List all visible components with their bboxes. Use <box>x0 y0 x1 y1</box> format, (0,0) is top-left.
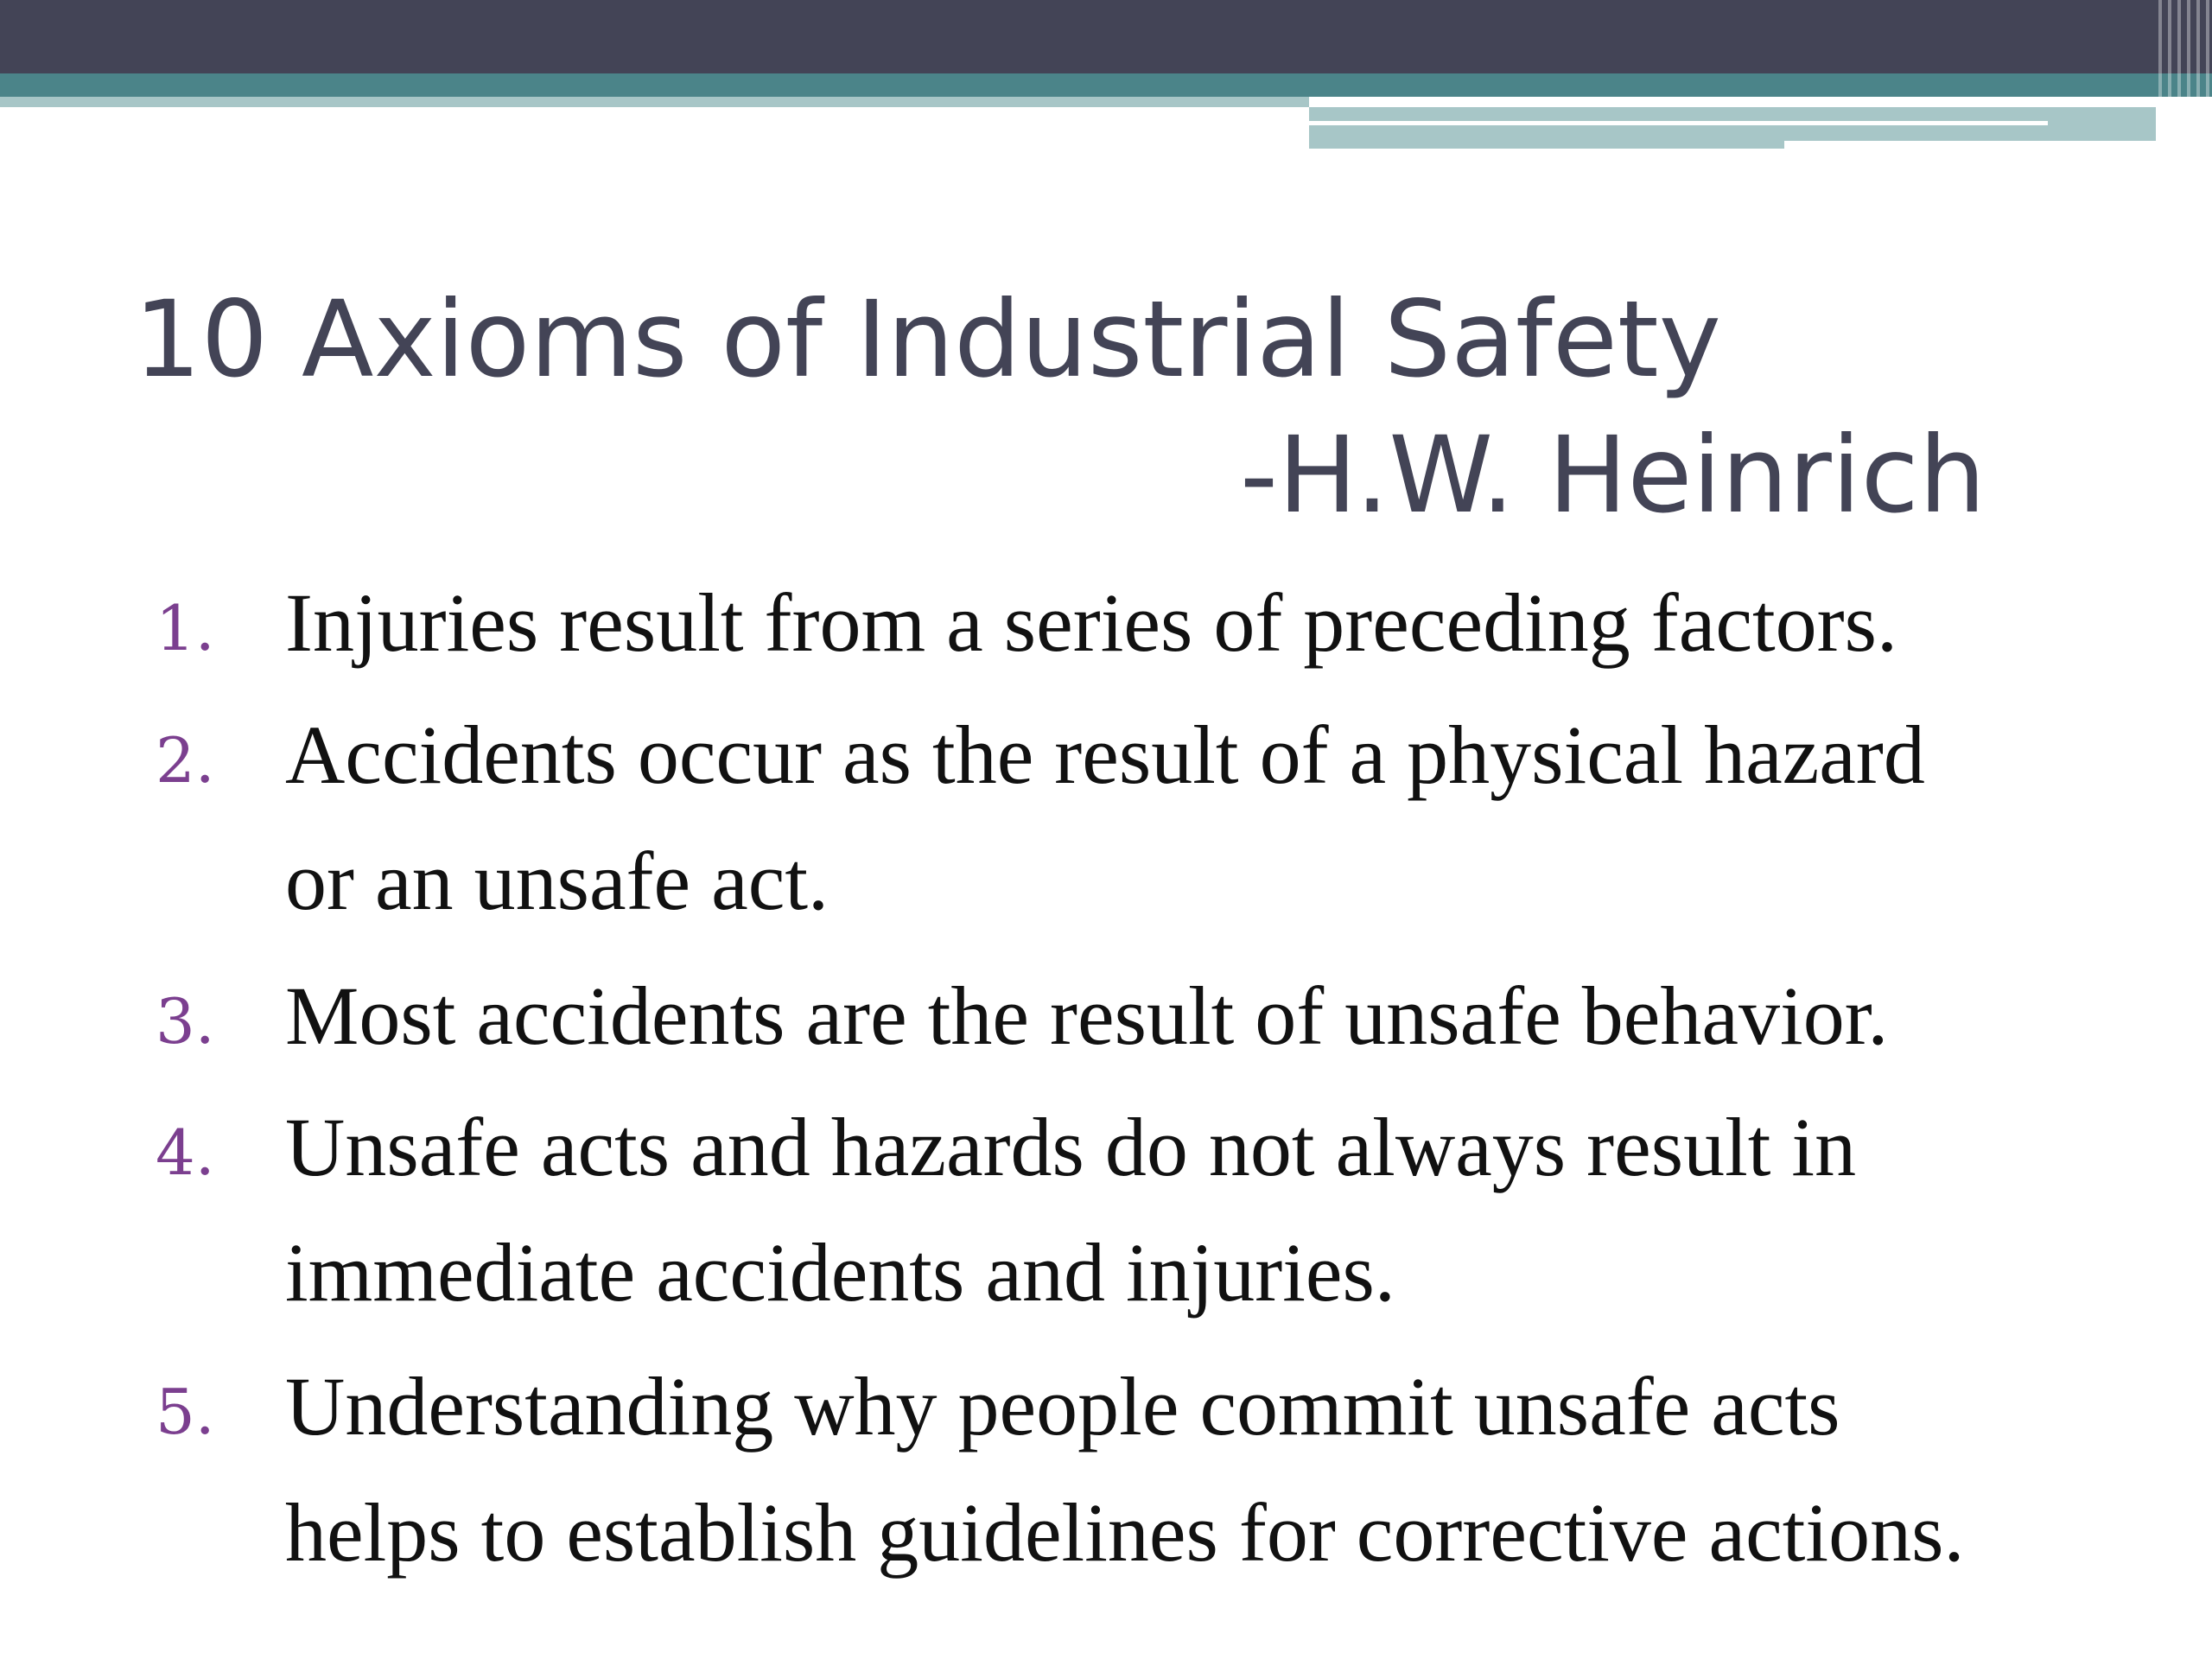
slide-title: 10 Axioms of Industrial Safety <box>134 278 1721 401</box>
list-item-text-continued: or an unsafe act. <box>285 835 830 927</box>
list-item-text-continued: helps to establish guidelines for corrective actions. <box>285 1486 1965 1579</box>
list-item-text-continued: immediate accidents and injuries. <box>285 1226 1395 1319</box>
header-dark-band <box>0 0 2212 73</box>
list-item-text: Injuries result from a series of preceding factors. <box>285 576 1897 669</box>
header-accent-line-lower <box>1784 141 2156 149</box>
list-item-number: 5. <box>156 1376 215 1448</box>
list-item-number: 3. <box>156 985 215 1058</box>
list-item-text: Understanding why people commit unsafe acts <box>285 1360 1840 1452</box>
slide-subtitle: -H.W. Heinrich <box>1240 414 1986 537</box>
header-teal-band <box>0 73 2212 97</box>
list-item-number: 4. <box>156 1116 215 1189</box>
list-item-number: 2. <box>156 724 215 797</box>
header-accent-line <box>1309 121 2048 125</box>
list-item-number: 1. <box>156 592 215 664</box>
header-light-band <box>0 97 1309 107</box>
list-item-text: Most accidents are the result of unsafe behavior. <box>285 969 1889 1062</box>
list-item-text: Accidents occur as the result of a physical hazard <box>285 709 1925 801</box>
header-edge-stripes <box>2158 0 2212 149</box>
list-item-text: Unsafe acts and hazards do not always result in <box>285 1101 1857 1193</box>
